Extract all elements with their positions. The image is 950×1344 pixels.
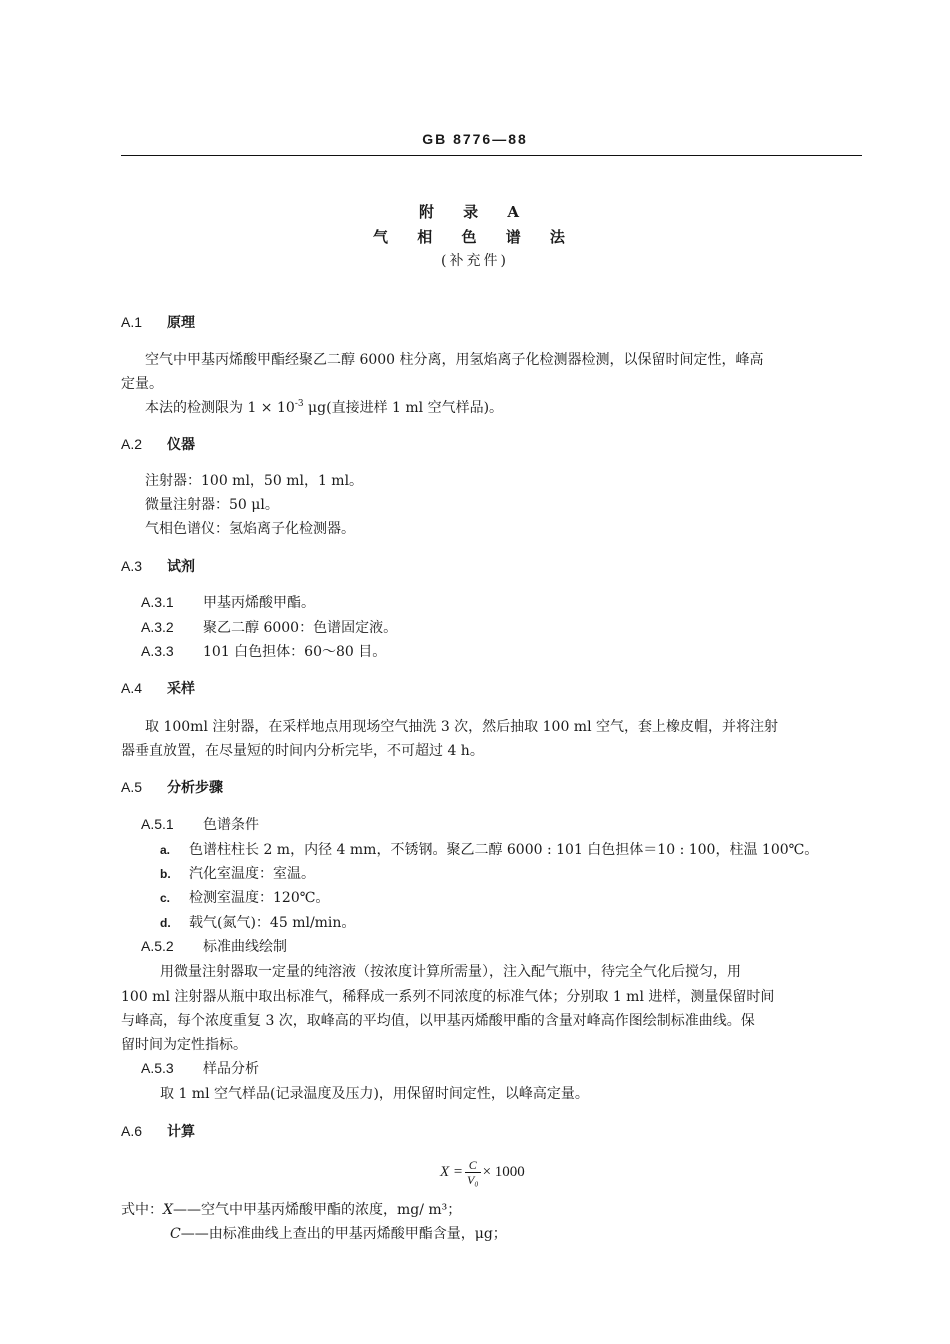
section-number: A.2 [121, 436, 143, 452]
subsection-a5-1-heading [141, 814, 259, 834]
subsection-number: A.5.1 [141, 816, 174, 832]
condition-item [160, 912, 355, 932]
item-text: 汽化室温度：室温。 [189, 866, 315, 882]
subsection-number: A.5.2 [141, 938, 174, 954]
formula-lhs: X = [440, 1163, 464, 1180]
reagent-text: 101 白色担体：60～80 目。 [203, 644, 387, 660]
detection-limit-pre: 本法的检测限为 1 × 10 [145, 400, 295, 416]
subsection-number: A.5.3 [141, 1060, 174, 1076]
definition-line [121, 1199, 461, 1219]
section-a6-heading [121, 1121, 195, 1141]
section-number: A.6 [121, 1123, 143, 1139]
section-number: A.3 [121, 558, 143, 574]
fraction-numerator: C [465, 1158, 481, 1173]
item-letter: c. [160, 891, 171, 905]
concentration-formula [440, 1158, 525, 1187]
reagent-item [141, 592, 315, 612]
detection-limit-post: μg(直接进样 1 ml 空气样品)。 [303, 400, 504, 416]
condition-item [160, 887, 329, 907]
a1-paragraph-line: 空气中甲基丙烯酸甲酯经聚乙二醇 6000 柱分离，用氢焰离子化检测器检测，以保留时间定性，峰高 [145, 352, 764, 368]
section-title: 分析步骤 [167, 780, 223, 796]
sampling-line: 器垂直放置，在尽量短的时间内分析完毕，不可超过 4 h。 [121, 743, 484, 759]
section-title: 计算 [167, 1124, 195, 1140]
definition-line [170, 1223, 507, 1243]
definition-variable: C [170, 1226, 181, 1242]
instrument-line: 微量注射器：50 μl。 [145, 497, 279, 513]
header-rule [121, 155, 862, 156]
standard-number: GB 8776—88 [422, 131, 528, 147]
subsection-title: 标准曲线绘制 [203, 939, 287, 955]
section-a4-heading [121, 678, 195, 698]
appendix-title: 气 相 色 谱 法 [373, 228, 577, 246]
calibration-line: 用微量注射器取一定量的纯溶液（按浓度计算所需量），注入配气瓶中，待完全气化后搅匀，用 [160, 964, 741, 980]
section-a5-heading [121, 777, 223, 797]
detection-limit-text [145, 397, 503, 417]
item-text: 载气(氮气)：45 ml/min。 [189, 915, 356, 931]
reagent-number: A.3.3 [141, 643, 174, 659]
item-letter: d. [160, 916, 171, 930]
section-title: 试剂 [167, 559, 195, 575]
reagent-text: 甲基丙烯酸甲酯。 [203, 595, 315, 611]
instrument-line: 注射器：100 ml，50 ml，1 ml。 [145, 473, 364, 489]
calibration-line: 100 ml 注射器从瓶中取出标准气，稀释成一系列不同浓度的标准气体；分别取 1 ml 进样，测量保留时间 [121, 989, 775, 1005]
section-title: 仪器 [167, 437, 195, 453]
section-title: 采样 [167, 681, 195, 697]
subsection-a5-2-heading [141, 936, 287, 956]
where-label: 式中： [121, 1202, 163, 1218]
subsection-title: 样品分析 [203, 1061, 259, 1077]
reagent-text: 聚乙二醇 6000：色谱固定液。 [203, 620, 398, 636]
item-text: 检测室温度：120℃。 [189, 890, 330, 906]
subsection-title: 色谱条件 [203, 817, 259, 833]
fraction-denominator: V₀ [467, 1173, 479, 1187]
reagent-number: A.3.2 [141, 619, 174, 635]
section-number: A.5 [121, 779, 143, 795]
section-a3-heading [121, 556, 195, 576]
formula-rhs: × 1000 [482, 1163, 525, 1180]
reagent-item [141, 641, 386, 661]
detection-limit-exponent: -3 [294, 399, 304, 409]
a1-paragraph-line: 定量。 [121, 376, 163, 392]
sampling-line: 取 100ml 注射器，在采样地点用现场空气抽洗 3 次，然后抽取 100 ml 空气，套上橡皮帽，并将注射 [145, 719, 779, 735]
appendix-subtitle: (补充件) [441, 253, 509, 269]
subsection-a5-3-heading [141, 1058, 259, 1078]
condition-item [160, 863, 315, 883]
calibration-line: 与峰高，每个浓度重复 3 次，取峰高的平均值，以甲基丙烯酸甲酯的含量对峰高作图绘制标准曲线。保 [121, 1013, 755, 1029]
definition-text: ——空气中甲基丙烯酸甲酯的浓度，mg/ m³； [172, 1202, 462, 1218]
item-letter: b. [160, 867, 171, 881]
reagent-item [141, 617, 397, 637]
calibration-line: 留时间为定性指标。 [121, 1037, 247, 1053]
definition-variable: X [163, 1202, 173, 1218]
section-a2-heading [121, 434, 195, 454]
section-a1-heading [121, 312, 195, 332]
instrument-line: 气相色谱仪：氢焰离子化检测器。 [145, 521, 355, 537]
condition-item [160, 839, 818, 859]
section-number: A.1 [121, 314, 143, 330]
sample-analysis-line: 取 1 ml 空气样品(记录温度及压力)，用保留时间定性，以峰高定量。 [160, 1086, 589, 1102]
definition-text: ——由标准曲线上查出的甲基丙烯酸甲酯含量，μg； [180, 1226, 507, 1242]
appendix-label: 附 录 A [418, 203, 532, 221]
formula-fraction [465, 1158, 481, 1187]
item-letter: a. [160, 843, 171, 857]
section-number: A.4 [121, 680, 143, 696]
section-title: 原理 [167, 315, 195, 331]
reagent-number: A.3.1 [141, 594, 174, 610]
item-text: 色谱柱柱长 2 m，内径 4 mm，不锈钢。聚乙二醇 6000 : 101 白色担体＝10 : 100，柱温 100℃。 [189, 842, 819, 858]
